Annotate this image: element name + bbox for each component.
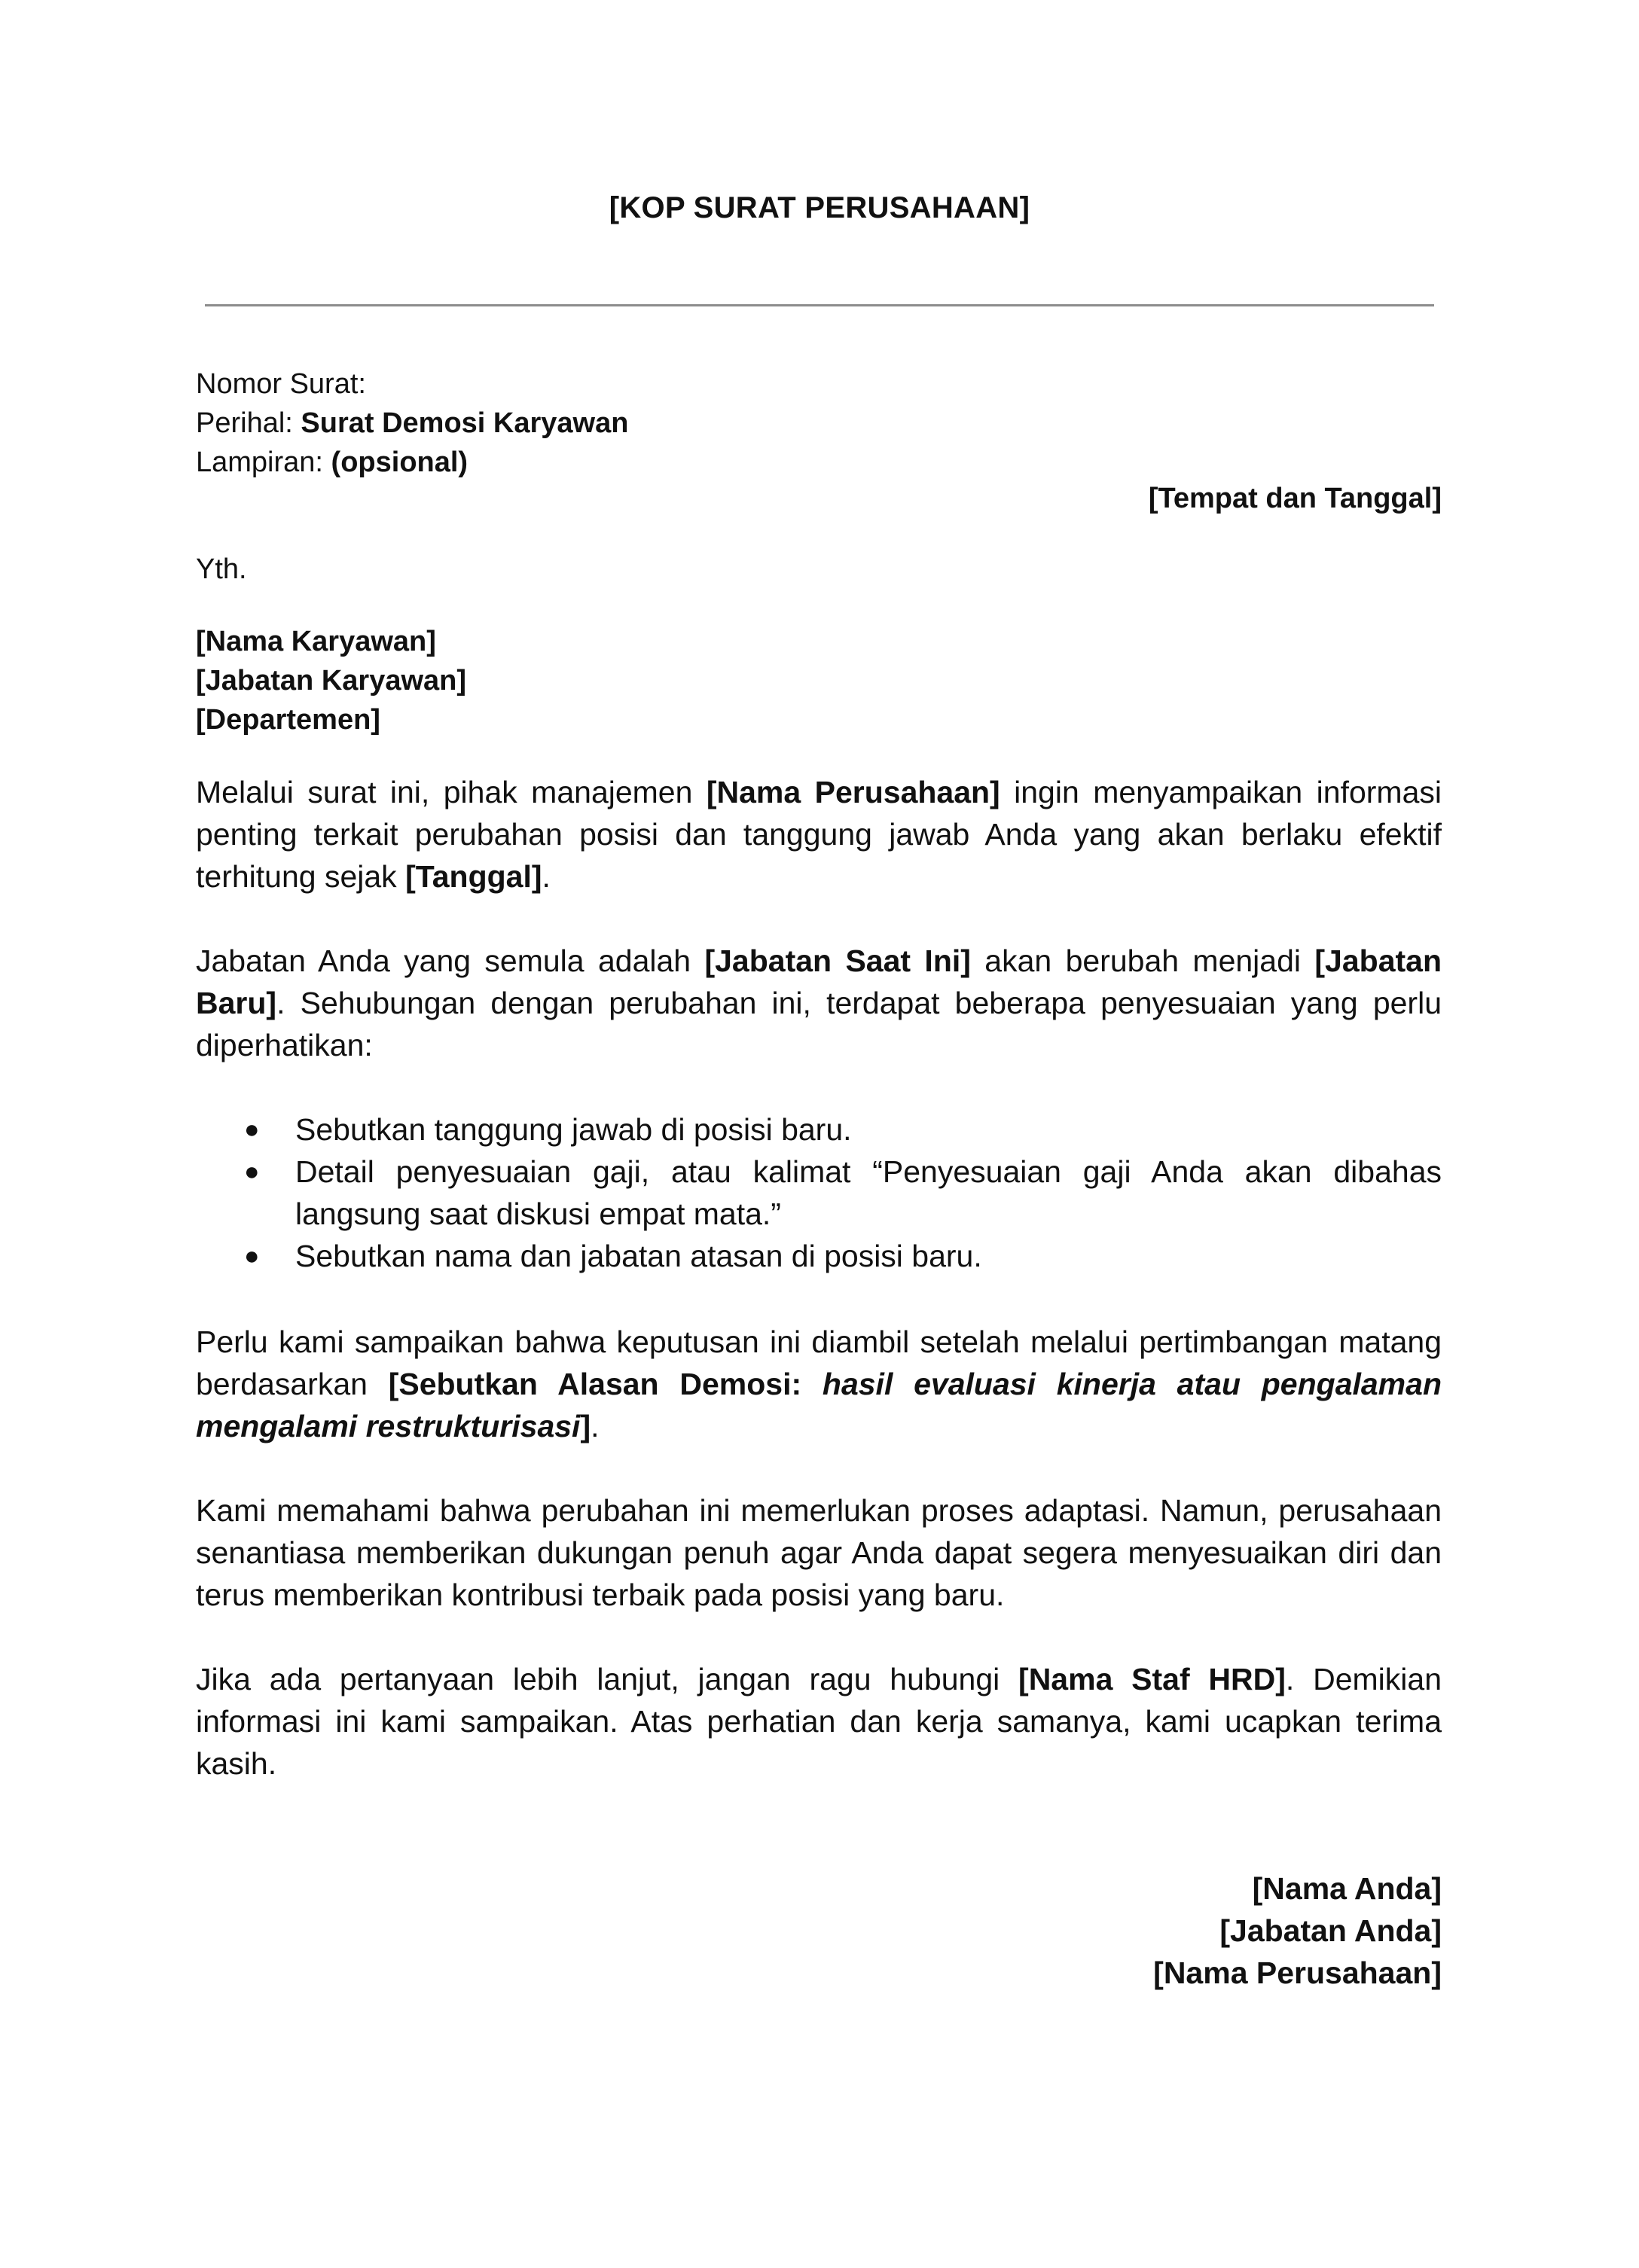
p2-current-position: [Jabatan Saat Ini] (704, 943, 971, 978)
p1-text-c: ingin menyampaikan informasi penting terkait perubahan posisi dan tanggung jawab Anda yang akan berlaku efektif terhitung sejak (196, 775, 1442, 894)
paragraph-reason (196, 1321, 1442, 1447)
recipient-department: [Departemen] (196, 704, 380, 736)
p3-reason-example: hasil evaluasi kinerja atau pengalaman mengalami restrukturisasi (196, 1367, 1442, 1443)
lampiran-value: (opsional) (331, 447, 469, 478)
list-item-text: Sebutkan nama dan jabatan atasan di posisi baru. (295, 1239, 982, 1273)
p1-text-a: Melalui surat ini, pihak manajemen (196, 775, 707, 809)
meta-nomor (196, 364, 1442, 404)
salutation: Yth. (196, 553, 247, 585)
nomor-label: Nomor Surat: (196, 368, 366, 400)
letter-meta (196, 364, 1442, 482)
p1-date: [Tanggal] (405, 859, 542, 894)
letterhead-title: [KOP SURAT PERUSAHAAN] (609, 191, 1030, 224)
p3-text-a: Perlu kami sampaikan bahwa keputusan ini diambil setelah melalui pertimbangan matang berdasarkan (196, 1325, 1442, 1401)
list-item-text: Detail penyesuaian gaji, atau kalimat “Penyesuaian gaji Anda akan dibahas langsung saat diskusi empat mata.” (295, 1154, 1442, 1231)
perihal-label: Perihal: (196, 407, 293, 439)
paragraph-position-change (196, 940, 1442, 1066)
adjustment-list (196, 1108, 1442, 1277)
paragraph-closing (196, 1658, 1442, 1785)
signature-block (196, 1867, 1442, 1994)
signer-position: [Jabatan Anda] (1219, 1913, 1442, 1948)
p2-text-e: . Sehubungan dengan perubahan ini, terdapat beberapa penyesuaian yang perlu diperhatikan: (196, 986, 1442, 1062)
letterhead-divider (205, 304, 1434, 306)
list-item (196, 1235, 1442, 1277)
recipient-position: [Jabatan Karyawan] (196, 665, 467, 697)
p1-text-e: . (542, 859, 551, 894)
p5-text-a: Jika ada pertanyaan lebih lanjut, jangan ragu hubungi (196, 1662, 1019, 1696)
lampiran-label: Lampiran: (196, 447, 323, 478)
bullet-icon: ● (244, 1157, 260, 1186)
perihal-value: Surat Demosi Karyawan (301, 407, 629, 439)
meta-lampiran (196, 443, 1442, 482)
signer-company: [Nama Perusahaan] (1153, 1956, 1442, 1990)
p3-reason-label: [Sebutkan Alasan Demosi: (388, 1367, 823, 1401)
meta-perihal (196, 404, 1442, 443)
p3-bracket-close: ] (580, 1409, 591, 1443)
bullet-icon: ● (244, 1242, 260, 1270)
paragraph-support: Kami memahami bahwa perubahan ini memerlukan proses adaptasi. Namun, perusahaan senantiasa memberikan dukungan penuh agar Anda dapat segera menyesuaikan diri dan terus memberikan kontribusi terbaik pada posisi yang baru. (196, 1493, 1442, 1612)
p1-company: [Nama Perusahaan] (706, 775, 1000, 809)
list-item-text: Sebutkan tanggung jawab di posisi baru. (295, 1112, 852, 1147)
p2-text-c: akan berubah menjadi (970, 943, 1315, 978)
recipient-block (196, 622, 1442, 739)
paragraph-intro (196, 771, 1442, 898)
p5-hr-staff: [Nama Staf HRD] (1018, 1662, 1286, 1696)
list-item (196, 1108, 1442, 1151)
p2-new-position: [Jabatan Baru] (196, 943, 1442, 1020)
list-item (196, 1151, 1442, 1235)
p2-text-a: Jabatan Anda yang semula adalah (196, 943, 705, 978)
signer-name: [Nama Anda] (1252, 1871, 1442, 1906)
p3-text-e: . (591, 1409, 600, 1443)
bullet-icon: ● (244, 1115, 260, 1144)
place-and-date: [Tempat dan Tanggal] (1148, 483, 1442, 514)
p5-text-c: . Demikian informasi ini kami sampaikan. Atas perhatian dan kerja samanya, kami ucapkan terima kasih. (196, 1662, 1442, 1781)
recipient-name: [Nama Karyawan] (196, 626, 436, 657)
